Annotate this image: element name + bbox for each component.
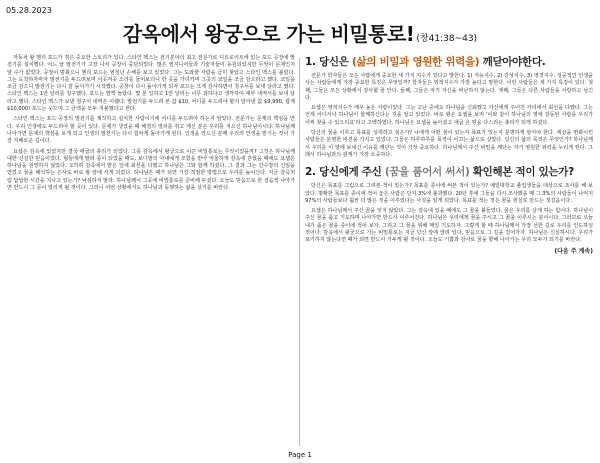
- date-label: 05.28.2023: [6, 6, 52, 15]
- section-2-heading: [305, 165, 593, 179]
- section-2-heading-highlight: (꿈을 품어서 써서): [384, 166, 470, 179]
- right-column: [305, 55, 593, 255]
- left-paragraph: 요셉은 감옥에 있었지만 결국 애굽의 총리가 되었다. 그를 감옥에서 왕궁으로 이끈 비밀통로는 무엇이었을까? 그것은 하나님께 대한 신실한 믿음이었다. 형들에게 팔려 종이 되었을 때도, 보디발의 아내에게 모함을 받아 억울하게 감옥에 갇혔을 때에도 요셉은 하나님을 원망하지 않았다. 오히려 감옥에서 맡은 일에 최선을 다했고 하나님은 그와 함께 하셨다. 그 결과 그는 간수장의 신임을 얻었고 꿈을 해석하는 은사로 바로 왕 앞에 서게 되었다. 하나님은 때가 되면 가장 적절한 방법으로 우리를 높이신다. 지금 감옥처럼 답답한 시간을 지나고 있는가? 낙심하지 말라. 하나님께서 그곳에 비밀통로를 준비해 두셨다. 오늘도 믿음으로 한 걸음씩 나아가면 반드시 그 문이 열리게 될 것이다. 그러니 어떤 상황에서도 하나님과 동행하는 삶을 살기를 바란다.: [7, 148, 295, 192]
- section-1-heading-prefix: 1. 당신은: [305, 56, 352, 68]
- title-main: 감옥에서 왕궁으로 가는 비밀통로!: [122, 22, 415, 46]
- section-2-heading-prefix: 2. 당신에게 주신: [305, 166, 385, 179]
- column-divider: [299, 58, 300, 446]
- left-paragraph: 자동차 왕 헨리 포드가 겪은 중요한 스토리가 있다. 스타인 멕스는 전기분야의 최고 전문가로 디트로이트에 있는 포드 공장에 발전기를 설치했다. 어느 날 발전기가 고장 나서 공장이 중단되었다. 많은 엔지니어들과 기술자들이 동원되었지만 무엇이 문제인지 알 수가 없었다. 공장이 멈췄으니 헨리 포드는 엄청난 손해를 보고 있었다. 그는 도와줄 사람을 급히 찾았고 스타인 멕스를 불렀다. 그는 도착하자마자 발전기를 두드려보며 이곳저곳 소리를 들어보더니 한 곳을 가리키며 그곳의 코일을 조금 감으라고 했다. 코일을 조금 감으니 발전기는 다시 잘 돌아가기 시작했다. 공장이 다시 돌아가게 되자 포드는 크게 감사하면서 청구서를 보내 달라고 했다. 스타인 멕스는 1만 달러를 청구했다. 포드는 깜짝 놀랐다. 몇 분 일하고 1만 달러는 너무 과하다고 생각하여 세부 내역서를 보내 달라고 했다. 스타인 멕스가 보낸 청구서 내역은 이랬다. 발전기를 두드려 본 값 $10, 어디를 두드려야 할지 알아낸 값 $9,990, 합계 $10,000! 포드는 웃으며 그 금액을 모두 지불했다고 한다.: [7, 55, 295, 113]
- section-2-heading-suffix: 확인해본 적이 있는가?: [469, 166, 574, 179]
- section-1-heading: [305, 55, 593, 69]
- section-1-paragraph: 당신의 꿈을 이루고 목표를 성취하고 싶은가? 나에게 어떤 꿈이 있는지 목표가 있는지 분명하게 알아야 한다. 세상을 변화시킨 사람들은 분명한 비전을 가지고 있었다. 그들은 하루하루를 목적이 이끄는 삶으로 살았다. 당신의 삶의 목적은 무엇인가? 하나님께서 우리를 이 땅에 보내신 이유를 깨닫는 것이 가장 중요하다. 하나님께서 주신 비밀을 깨닫는 자가 영원한 위력을 누리게 된다. 그래서 하나님과의 관계가 가장 소중하다.: [305, 130, 593, 158]
- continued-note: (다음 주 계속): [554, 247, 593, 255]
- section-1-paragraph: 전문가 학자들은 모든 사람에게 중요한 세 가지 지수가 있다고 말한다. 1) 지능지수, 2) 감성지수, 3) 영적지수. 성공적인 인생을 사는 사람들에게 가장 중요한 특징은 무엇일까? 학자들은 영적지수가 가장 높다고 말한다. 이런 사람들은 세 가지 특징이 있다. 첫째, 그들은 모든 상황에서 감사할 줄 안다. 둘째, 그들은 자기 자신을 비난하지 않는다. 셋째, 그들은 다른 사람들을 사랑하고 섬긴다.: [305, 73, 593, 101]
- section-2-paragraph: 당신은 목표를 그림으로 그려본 적이 있는가? 목표를 종이에 써본 적이 있는가? 예일대학교 졸업생들을 대상으로 조사를 해 보았다. 명확한 목표를 종이에 적어 놓은 사람은 단지 3%에 불과했다. 20년 후에 그들을 다시 조사했을 때 그 3%의 사람들이 나머지 97%의 사람들보다 훨씬 더 많은 것을 이루었다는 사실을 알게 되었다. 목표를 적는 것은 꿈을 현실로 만드는 첫걸음이다.: [305, 183, 593, 204]
- left-column: [7, 55, 295, 195]
- page-number: Page 1: [288, 451, 312, 459]
- section-2-paragraph: 요셉은 하나님께서 주신 꿈을 잊지 않았다. 그는 감옥에 있을 때에도 그 꿈을 붙들었다. 꿈은 우리를 살게 하는 힘이다. 하나님이 주신 꿈을 품고 기도하며 나아가면 반드시 이루어진다. 하나님은 우리에게 꿈을 주시고 그 꿈을 이루시는 분이시다. 그러므로 오늘 내가 품은 꿈을 종이에 적어 보자. 그리고 그 꿈을 위해 매일 기도하자. 그렇게 할 때 하나님께서 가장 선한 길로 우리를 인도하실 것이다. 감옥에서 왕궁으로 가는 비밀통로는 지금 당신 앞에 열려 있다. 믿음으로 그 길을 걸어가자. 하나님은 신실하시다. 우리가 포기하지 않는다면 때가 되면 반드시 거두게 될 것이다. 오늘도 기쁨과 감사로 꿈을 향해 나아가는 우리 모두가 되기를 바란다.: [305, 208, 593, 244]
- section-1-heading-highlight: (삶의 비밀과 영원한 위력을): [351, 56, 480, 68]
- title-reference: (창41:38~43): [416, 34, 478, 44]
- section-1-heading-suffix: 깨닫아야한다.: [479, 56, 546, 68]
- section-1-paragraph: 요셉은 영적지수가 매우 높은 사람이었다. 그는 고난 중에도 하나님을 신뢰했고 자신에게 주어진 자리에서 최선을 다했다. 그는 언제 어디서나 하나님이 함께하신다는 것을 알고 있었다. 바로 왕은 요셉을 보며 '이와 같이 하나님의 영에 감동된 사람을 우리가 어찌 찾을 수 있으리요'라고 고백하였다. 하나님은 요셉을 높이셨고 애굽 온 땅을 다스리는 총리가 되게 하셨다.: [305, 105, 593, 126]
- page-title: [0, 18, 600, 47]
- left-paragraph: 스타인 멕스는 포드 공장의 발전기를 제작하고 설치한 사람이기에 어디를 두드려야 하는지 알았다. 전문가는 문제의 핵심을 안다. 우리 인생에도 두드려야 할 곳이 있다. 문제가 생겼을 때 해결의 열쇠를 쥐고 계신 분은 우리를 지으신 하나님이시다. 하나님께 나아가면 문제의 핵심을 보게 되고 인생의 발전기는 다시 힘차게 돌아가게 된다. 인생을 만드신 분께 우리의 인생을 맡기는 것이 가장 지혜로운 길이다.: [7, 116, 295, 145]
